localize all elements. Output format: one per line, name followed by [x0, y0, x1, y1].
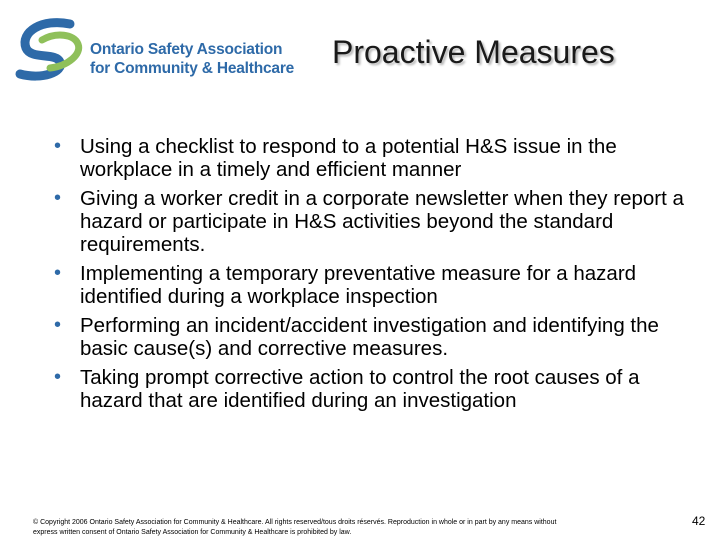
copyright-line-1: © Copyright 2006 Ontario Safety Association for Community & Healthcare. All rights reserved/tous droits réservés. Reproduction in whole or in part by any means without — [33, 519, 557, 526]
bullet-item — [30, 366, 690, 412]
bullet-list — [30, 135, 690, 418]
logo-line-1: Ontario Safety Association — [90, 41, 283, 58]
bullet-item — [30, 187, 690, 256]
bullet-text: Taking prompt corrective action to control the root causes of a hazard that are identified during an investigation — [80, 366, 640, 412]
bullet-text: Giving a worker credit in a corporate newsletter when they report a hazard or participate in H&S activities beyond the standard requirements. — [80, 187, 684, 256]
bullet-text: Performing an incident/accident investigation and identifying the basic cause(s) and corrective measures. — [80, 314, 659, 360]
slide-title: Proactive Measures — [332, 34, 615, 70]
bullet-icon: • — [54, 262, 62, 284]
bullet-icon: • — [54, 366, 62, 388]
logo-swirl-icon — [12, 14, 92, 86]
copyright-footer — [33, 518, 653, 537]
organization-logo — [12, 14, 312, 86]
bullet-text: Implementing a temporary preventative measure for a hazard identified during a workplace inspection — [80, 262, 637, 308]
bullet-icon: • — [54, 314, 62, 336]
bullet-item — [30, 314, 690, 360]
logo-wordmark — [90, 40, 294, 78]
bullet-item — [30, 135, 690, 181]
bullet-item — [30, 262, 690, 308]
page-number: 42 — [692, 514, 706, 528]
bullet-icon: • — [54, 135, 62, 157]
logo-line-2: for Community & Healthcare — [90, 60, 295, 77]
bullet-text: Using a checklist to respond to a potential H&S issue in the workplace in a timely and efficient manner — [80, 135, 617, 181]
copyright-line-2: express written consent of Ontario Safety Association for Community & Healthcare is prohibited by law. — [33, 528, 352, 536]
bullet-icon: • — [54, 187, 62, 209]
